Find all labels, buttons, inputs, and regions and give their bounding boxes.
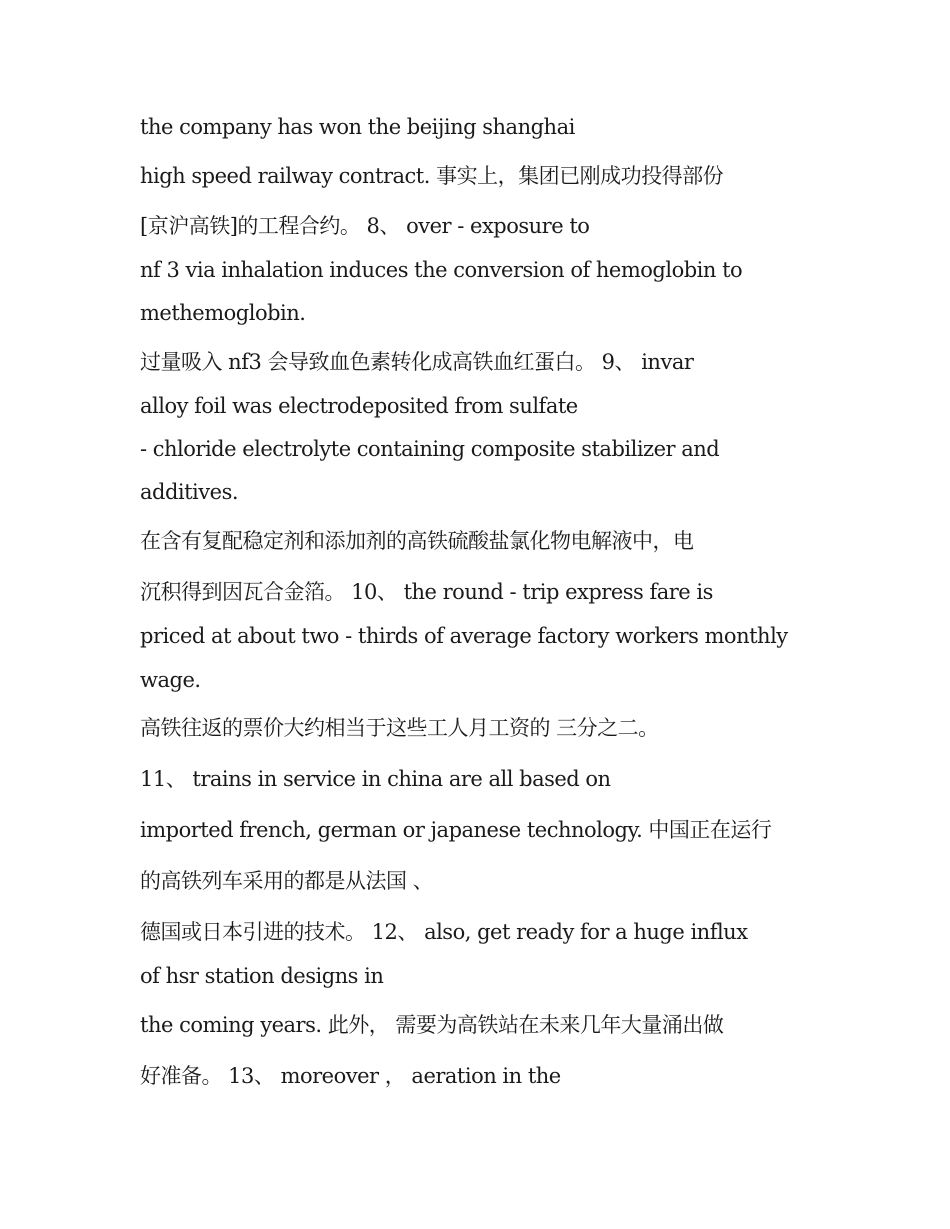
text-line: wage. <box>140 668 201 692</box>
text-line: 11、 trains in service in china are all based on <box>140 767 611 791</box>
text-line: of hsr station designs in <box>140 964 384 988</box>
text-line: 高铁往返的票价大约相当于这些工人月工资的 三分之二。 <box>140 716 659 740</box>
text-line: priced at about two - thirds of average factory workers monthly <box>140 624 788 648</box>
text-line: 过量吸入 nf3 会导致血色素转化成高铁血红蛋白。 9、 invar <box>140 350 694 374</box>
text-line: [京沪高铁]的工程合约。 8、 over - exposure to <box>140 214 590 238</box>
text-line: 好准备。 13、 moreover ， aeration in the <box>140 1064 561 1088</box>
text-line: - chloride electrolyte containing composite stabilizer and <box>140 437 720 461</box>
text-line: 在含有复配稳定剂和添加剂的高铁硫酸盐氯化物电解液中，电 <box>140 529 694 553</box>
text-line: 的高铁列车采用的都是从法国 、 <box>140 869 434 893</box>
text-line: 沉积得到因瓦合金箔。 10、 the round - trip express fare is <box>140 580 713 604</box>
text-line: additives. <box>140 480 239 504</box>
text-line: imported french, german or japanese technology. 中国正在运行 <box>140 818 772 842</box>
text-line: methemoglobin. <box>140 301 306 325</box>
text-line: the company has won the beijing shanghai <box>140 115 575 139</box>
text-line: the coming years. 此外， 需要为高铁站在未来几年大量涌出做 <box>140 1013 724 1037</box>
text-line: nf 3 via inhalation induces the conversion of hemoglobin to <box>140 258 743 282</box>
text-line: alloy foil was electrodeposited from sulfate <box>140 394 578 418</box>
text-line: high speed railway contract. 事实上，集团已刚成功投得部份 <box>140 164 724 188</box>
text-line: 德国或日本引进的技术。 12、 also, get ready for a huge influx <box>140 920 748 944</box>
